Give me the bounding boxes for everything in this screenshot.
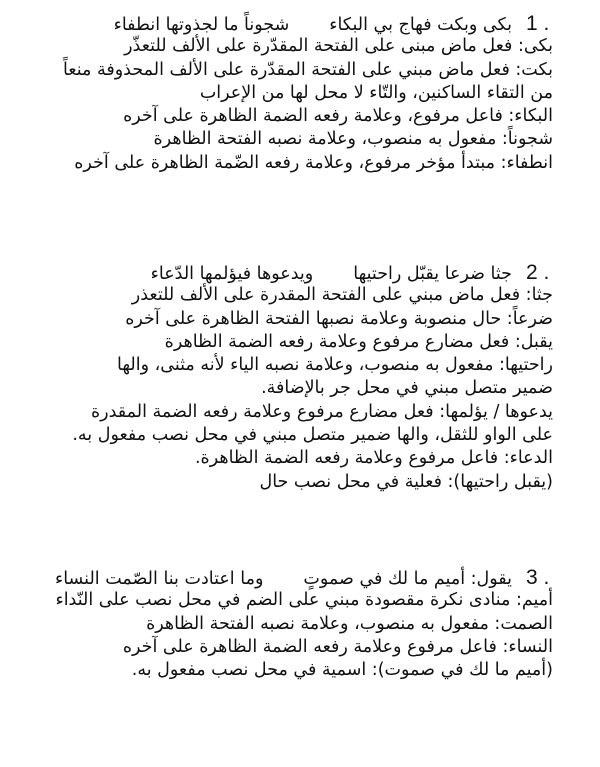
verse-line: [0, 261, 600, 284]
analysis-line: بكت: فعل ماض مبني على الفتحة المقدّرة على الألف المحذوفة منعاً: [62, 59, 553, 80]
analysis-line: بكى: فعل ماض مبنى على الفتحة المقدّرة على الألف للتعذّر: [124, 36, 553, 57]
analysis-line: (أميم ما لك في صموت): اسمية في محل نصب مفعول به.: [131, 660, 553, 681]
analysis-line: ضرعاً: حال منصوبة وعلامة نصبها الفتحة الظاهرة على آخره: [125, 308, 553, 329]
section-2: [0, 261, 600, 494]
verse-first-hemistich: جثا ضرعا يقبّل راحتيها: [353, 264, 512, 284]
analysis-line: ضمير متصل مبني في محل جر بالإضافة.: [261, 378, 553, 399]
section-number: 2 .: [526, 261, 550, 284]
verse-first-hemistich: بكى وبكت فهاج بي البكاء: [329, 15, 512, 35]
verse-line: [0, 12, 600, 35]
analysis-line: شجوناً: مفعول به منصوب، وعلامة نصبه الفتحة الظاهرة: [153, 129, 553, 150]
analysis-line: من التقاء الساكنين، والتّاء لا محل لها من الإعراب: [199, 82, 553, 103]
analysis-line: البكاء: فاعل مرفوع، وعلامة رفعه الضمة الظاهرة على آخره: [123, 106, 553, 127]
verse-line: [0, 566, 600, 589]
analysis-line: جثا: فعل ماض مبني على الفتحة المقدرة على الألف للتعذر: [131, 285, 553, 306]
analysis-line: يدعوها / يؤلمها: فعل مضارع مرفوع وعلامة رفعه الضمة المقدرة: [91, 401, 553, 422]
section-1: [0, 12, 600, 175]
section-number: 3 .: [526, 566, 550, 589]
verse-second-hemistich: وما اعتادت بنا الصّمت النساء: [55, 569, 264, 589]
analysis-line: انطفاء: مبتدأ مؤخر مرفوع، وعلامة رفعه الضّمة الظاهرة على آخره: [74, 152, 553, 173]
verse-second-hemistich: ويدعوها فيؤلمها الدّعاء: [150, 264, 314, 284]
verse-first-hemistich: يقول: أميم ما لك في صموتٍ: [303, 569, 512, 589]
analysis-line: راحتيها: مفعول به منصوب، وعلامة نصبه الياء لأنه مثنى، والها: [116, 355, 553, 376]
verse-second-hemistich: شجوناً ما لجذوتها انطفاء: [113, 15, 290, 35]
section-3: [0, 566, 600, 682]
analysis-line: النساء: فاعل مرفوع وعلامة رفعه الضمة الظاهرة على آخره: [122, 636, 553, 657]
analysis-line: يقبل: فعل مضارع مرفوع وعلامة رفعه الضمة الظاهرة: [164, 331, 553, 352]
analysis-line: على الواو للثقل، والها ضمير متصل مبني في محل نصب مفعول به.: [72, 425, 553, 446]
analysis-line: الصمت: مفعول به منصوب، وعلامة نصبه الفتحة الظاهرة: [146, 613, 553, 634]
section-number: 1 .: [526, 12, 550, 35]
analysis-line: أميم: منادى نكرة مقصودة مبني على الضم في محل نصب على النّداء: [55, 590, 553, 611]
analysis-line: الدعاء: فاعل مرفوع وعلامة رفعه الضمة الظاهرة.: [194, 448, 553, 469]
analysis-line: (يقبل راحتيها): فعلية في محل نصب حال: [259, 471, 553, 492]
